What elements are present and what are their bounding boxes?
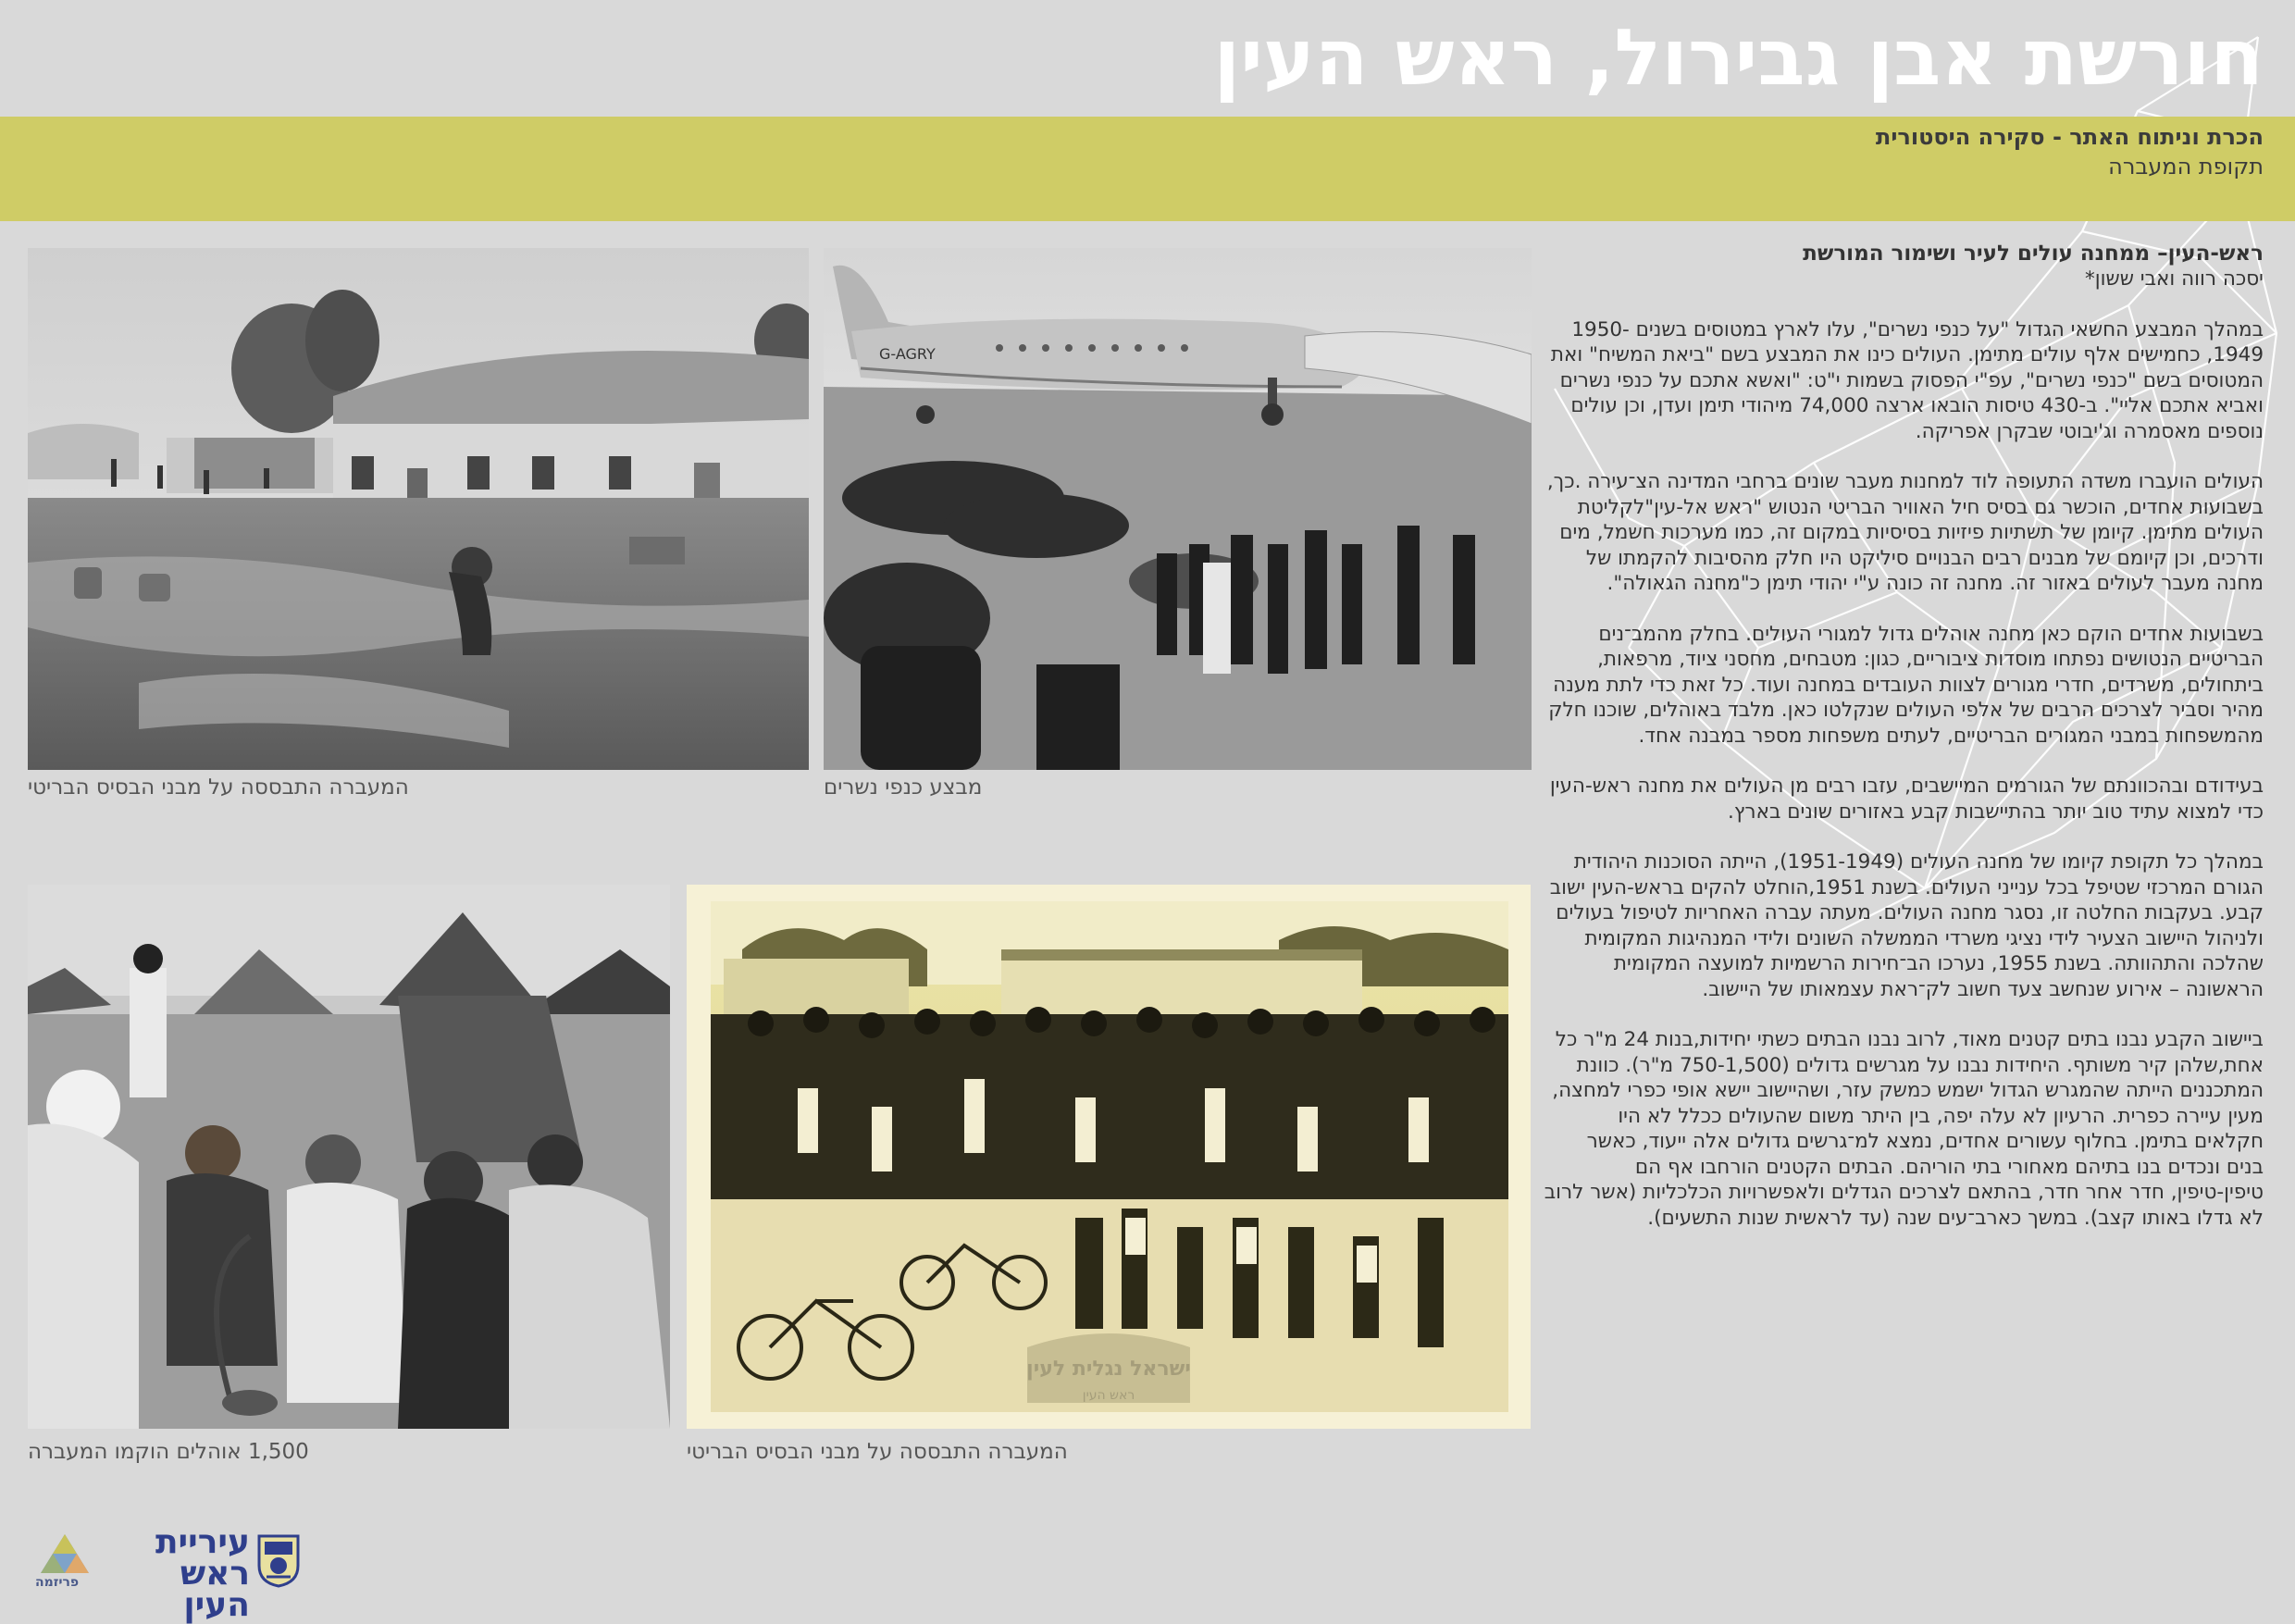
city-logo-line1: עיריית <box>155 1523 250 1561</box>
city-emblem-icon <box>255 1532 302 1588</box>
airplane-photo-caption: מבצע כנפי נשרים <box>824 775 983 800</box>
prizma-logo-label: פריזמה <box>35 1575 80 1590</box>
airplane-photo <box>824 248 1532 770</box>
article-paragraph: בעידודם ובהכוונתם של הגורמים המיישבים, עזבו רבים מן העולים את מחנה ראש-העין כדי למצוא עתיד טוב יותר בהתיישבות קבע באזורים שונים בארץ. <box>1549 775 2264 824</box>
crowd-photo <box>687 885 1531 1429</box>
crowd-stamp-line2: ראש העין <box>1082 1388 1135 1403</box>
barracks-photo-caption: המעברה התבססה על מבני הבסיס הבריטי <box>28 775 409 800</box>
article-authors: יסכה רווה ואבי ששון* <box>2085 267 2264 291</box>
article-paragraph: בשבועות אחדים הוקם כאן מחנה אוהלים גדול למגורי העולים. בחלק מהמב־נים הבריטיים הנטושים נפתחו מוסדות ציבוריים, כגון: מטבחים, מחסני ציוד, מרפאות, ביתחולים, משרדים, חדרי מגורים לצוות העובדים במחנה ועוד. כל זאת כדי לתת מענה מהיר וסביר לצרכים הרבים של אלפי העולים שנקלטו כאן. מלבד באוהלים, שוכנו חלק מהמשפחות במבני המגורים הבריטיים, לעתים משפחות מספר במבנה אחד. <box>1548 622 2264 748</box>
article-paragraph: במהלך כל תקופת קיומו של מחנה העולים (1951-1949), הייתה הסוכנות היהודית הגורם המרכזי שטיפל בכל ענייני העולים. בשנת 1951,הוחלט להקים בראש-העין ישוב קבע. בעקבות החלטה זו, נסגר מחנה העולים. מעתה עברה האחריות לטיפול בעולים ולניהול היישוב הצעיר לידי נציגי משרדי הממשלה השונים ולידי המנהיגות המקומית שהלכה והתהוותה. בשנת 1955, נערכו הב־חירות הרשמיות למועצה המקומית הראשונה – אירוע שנחשב צעד חשוב לק־ראת עצמאותו של היישוב. <box>1549 850 2264 1001</box>
city-logo-text <box>155 1523 250 1624</box>
tents-photo <box>28 885 670 1429</box>
article-heading: ראש-העין– ממחנה עולים לעיר ושימור המורשת <box>1803 242 2264 266</box>
article-paragraph: ביישוב הקבע נבנו בתים קטנים מאוד, לרוב נבנו הבתים כשתי יחידות,בנות 24 מ"ר כל אחת,שלהן קיר משותף. היחידות נבנו על מגרשים גדולים (750-1,500 מ"ר). כוונת המתכננים הייתה שהמגרש הגדול ישמש כמשק עזר, ושהיישוב יישא אופי כפרי למחצה, מעין עיירה כפרית. הרעיון לא עלה יפה, בין היתר משום שהעולים ככלל לא היו חקלאים בתימן. בחלוף עשורים אחדים, נמצא למ־גרשים גדולים אלה ייעוד, כאשר בנים ונכדים בנו בתיהם מאחורי בתי הוריהם. הבתים הקטנים הורחבו אף הם טיפין-טיפין, חדר אחר חדר, בהתאם לצרכים הגדלים ולאפשרויות הכלכליות (אשר לרוב לא גדלו באותו קצב). במשך כארב־עים שנה (עד לראשית שנות התשעים). <box>1544 1028 2264 1230</box>
article-text <box>1544 241 2264 1256</box>
page-title: חורשת אבן גבירול, ראש העין <box>1213 12 2264 103</box>
city-logo-line2: ראש העין <box>180 1555 250 1624</box>
crowd-stamp-line1: ישראל נגלית לעין <box>1026 1357 1191 1381</box>
crowd-photo-caption: המעברה התבססה על מבני הבסיס הבריטי <box>687 1440 1068 1464</box>
section-subheading: תקופת המעברה <box>2108 154 2264 180</box>
article-paragraph: העולים הועברו משדה התעופה לוד למחנות מעבר שונים ברחבי המדינה הצ־עירה .כך, בשבועות אחדים, הוכשר גם בסיס חיל האוויר הבריטי הנטוש "ראש אל-עין"לקליטת העולים מתימן. קיומן של תשתיות פיזיות בסיסיות במקום זה, כמו מערכות חשמל, מים ודרכים, וכן קיומם של מבנים רבים הבנויים סיליקט היו חלק מהסיבות להקמתו של מחנה מעבר לעולים באזור זה. מחנה זה כונה ע"י יהודי תימן כ"מחנה הגאולה". <box>1546 470 2264 595</box>
section-heading: הכרת וניתוח האתר - סקירה היסטורית <box>1875 124 2264 150</box>
tents-photo-caption: 1,500 אוהלים הוקמו המעברה <box>28 1440 309 1464</box>
article-paragraph: במהלך המבצע החשאי הגדול "על כנפי נשרים", עלו לארץ במטוסים בשנים 1950-1949, כחמישים אלף עולים מתימן. העולים כינו את המבצע בשם "ביאת המשיח" ואת המטוסים בשם "כנפי נשרים", עפ"י הפסוק בשמות י"ט: "ואשא אתכם על כנפי נשרים ואביא אתכם אליי". ב-430 טיסות הובאו ארצה 74,000 מיהודי תימן ועדן, וכן עולים נוספים מאסמרה וג'יבוטי שבקרן אפריקה. <box>1550 317 2264 443</box>
barracks-photo <box>28 248 809 770</box>
airplane-registration: G-AGRY <box>879 345 936 363</box>
